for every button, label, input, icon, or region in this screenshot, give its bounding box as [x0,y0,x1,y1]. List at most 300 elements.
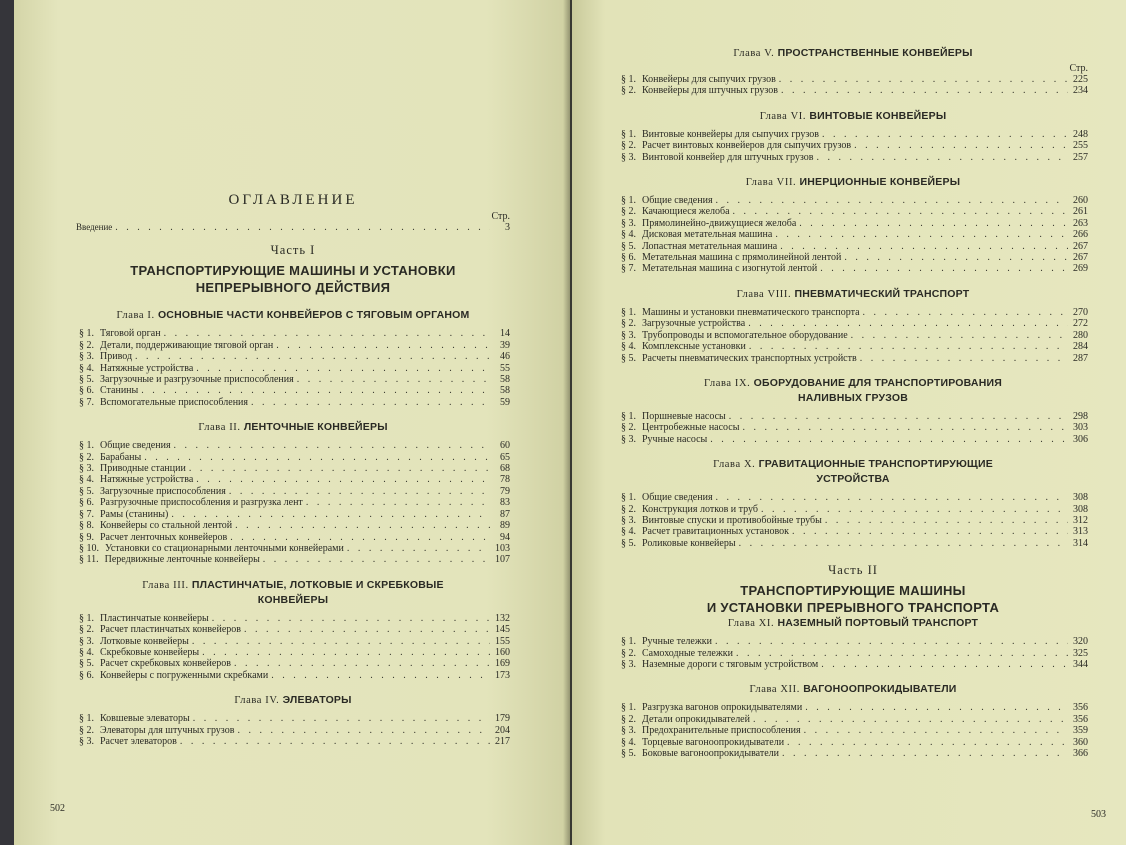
toc-entry[interactable] [76,351,510,362]
toc-entry-page: 60 [500,440,510,452]
toc-entry[interactable] [618,152,1088,163]
toc-entry-page: 173 [495,669,510,681]
toc-entry[interactable] [76,543,510,554]
section-number: § 2. [621,422,636,434]
toc-entry-page: 255 [1073,140,1088,152]
leader-dots [112,222,490,233]
toc-entry[interactable] [618,526,1088,537]
chapter-number: Глава IX. [704,377,751,389]
toc-entry-label: Разгрузочные приспособления и разгрузка лент [100,497,303,509]
toc-entry[interactable] [76,486,510,497]
toc-entry-page: 306 [1073,433,1088,445]
leader-dots [294,374,490,385]
toc-entry-label: Трубопроводы и вспомогательное оборудование [642,329,848,341]
toc-entry[interactable] [76,474,510,485]
section-number: § 3. [79,635,94,647]
toc-entry-page: 39 [500,339,510,351]
toc-entry-page: 14 [500,328,510,340]
right-page-content [618,46,1088,759]
chapter-title-cont: НАЛИВНЫХ ГРУЗОВ [797,391,909,404]
toc-entry-page: 179 [495,713,510,725]
toc-entry-label: Предохранительные приспособления [642,725,801,737]
leader-dots [189,636,490,647]
leader-dots [851,140,1068,151]
chapter-title: ПРОСТРАНСТВЕННЫЕ КОНВЕЙЕРЫ [777,47,973,59]
toc-entry-page: 287 [1073,352,1088,364]
toc-entry-page: 267 [1073,240,1088,252]
leader-dots [171,440,490,451]
section-number: § 1. [621,410,636,422]
chapter-number: Глава IV. [234,695,280,707]
chapter-number: Глава XI. [727,618,775,630]
toc-entry[interactable] [618,74,1088,85]
toc-entry-page: 132 [495,612,510,624]
toc-entry-page: 107 [495,554,510,566]
leader-dots [746,341,1068,352]
toc-entry-label: Лопастная метательная машина [642,240,778,252]
toc-entry-page: 280 [1073,329,1088,341]
toc-entry-label: Качающиеся желоба [642,206,730,218]
toc-entry-label: Пластинчатые конвейеры [100,612,209,624]
toc-entry-label: Общие сведения [642,492,713,504]
toc-entry-label: Вспомогательные приспособления [100,396,248,408]
toc-entry[interactable] [76,440,510,451]
section-number: § 4. [79,474,94,486]
section-number: § 2. [621,140,636,152]
toc-entry-page: 225 [1073,74,1088,85]
toc-entry-label: Приводные станции [100,463,186,475]
section-number: § 8. [79,520,94,532]
toc-entry[interactable] [76,713,510,724]
leader-dots [776,74,1068,85]
toc-entry[interactable] [76,328,510,339]
toc-entry-label: Винтовые конвейеры для сыпучих грузов [642,128,819,140]
leader-dots [260,554,490,565]
leader-dots [141,452,490,463]
toc-entry-page: 266 [1073,229,1088,241]
toc-entry[interactable] [76,624,510,635]
leader-dots [758,504,1068,515]
toc-entry[interactable] [618,206,1088,217]
toc-entry[interactable] [618,241,1088,252]
toc-entry-page: 270 [1073,306,1088,318]
toc-entry[interactable] [618,330,1088,341]
toc-entry[interactable] [618,504,1088,515]
leader-dots [226,486,490,497]
section-number: § 2. [79,339,94,351]
section-number: § 3. [621,433,636,445]
toc-entry-page: 94 [500,531,510,543]
toc-entry-label: Конструкция лотков и труб [642,503,758,515]
toc-entry-label: Прямолинейно-движущиеся желоба [642,217,797,229]
toc-entry[interactable] [618,434,1088,445]
toc-entry[interactable] [618,636,1088,647]
section-number: § 5. [621,352,636,364]
toc-entry-label: Введение [76,222,113,232]
leader-dots [161,328,490,339]
toc-entry-page: 284 [1073,341,1088,353]
toc-entry-label: Загрузочные устройства [642,318,746,330]
section-number: § 2. [621,713,636,725]
section-number: § 5. [79,658,94,670]
chapter-heading [76,420,510,435]
leader-dots [772,229,1068,240]
chapter-heading [76,578,510,608]
toc-entry-page: 303 [1073,422,1088,434]
toc-entry[interactable] [618,737,1088,748]
leader-dots [707,434,1068,445]
chapter-title: ГРАВИТАЦИОННЫЕ ТРАНСПОРТИРУЮЩИЕ [758,458,993,471]
toc-entry-label: Расчет скребковых конвейеров [100,658,232,670]
toc-entry[interactable] [76,397,510,408]
chapter-heading [618,46,1088,61]
part-title-line: И УСТАНОВКИ ПРЕРЫВНОГО ТРАНСПОРТА [706,600,1000,616]
toc-entry-page: 325 [1073,647,1088,659]
toc-entry-page: 356 [1073,702,1088,714]
leader-dots [733,648,1068,659]
toc-entry[interactable] [76,509,510,520]
section-number: § 2. [621,647,636,659]
section-number: § 1. [79,612,94,624]
toc-entry-label: Наземные дороги с тяговым устройством [642,658,819,670]
toc-entry-page: 263 [1073,217,1088,229]
section-number: § 3. [79,351,94,363]
toc-entry-label: Детали опрокидывателей [642,713,750,725]
section-number: § 5. [79,485,94,497]
toc-entry-label: Загрузочные и разгрузочные приспособления [100,374,294,386]
toc-entry-label: Натяжные устройства [100,474,194,486]
leader-dots [344,543,490,554]
toc-entry[interactable] [76,385,510,396]
section-number: § 2. [621,318,636,330]
toc-entry-page: 272 [1073,318,1088,330]
toc-entry[interactable] [618,229,1088,240]
section-number: § 3. [621,725,636,737]
toc-entry-page: 261 [1073,206,1088,218]
toc-entry[interactable] [618,85,1088,96]
toc-entry-label: Конвейеры с погруженными скребками [100,669,269,681]
toc-entry-page: 344 [1073,658,1088,670]
leader-dots [231,658,490,669]
toc-entry[interactable] [76,452,510,463]
section-number: § 7. [621,263,636,275]
chapter-number: Глава V. [733,48,775,59]
right-page [572,0,1126,845]
chapter-number: Глава X. [713,459,756,471]
toc-entry-label: Расчет пластинчатых конвейеров [100,624,241,636]
toc-entry[interactable] [618,341,1088,352]
left-page [14,0,570,845]
toc-entry[interactable] [618,748,1088,759]
leader-dots [193,474,490,485]
leader-dots [177,736,490,747]
toc-entry-label: Машины и установки пневматического транспорта [642,306,860,318]
toc-entry-label: Центробежные насосы [642,422,740,434]
toc-entry-label: Общие сведения [100,440,171,452]
section-number: § 1. [621,128,636,140]
section-number: § 4. [621,229,636,241]
toc-entry-page: 257 [1073,151,1088,163]
section-number: § 2. [621,85,636,97]
toc-entry-page: 46 [500,351,510,363]
toc-entry[interactable] [618,129,1088,140]
toc-entry[interactable] [618,307,1088,318]
toc-entry[interactable] [618,648,1088,659]
toc-entry[interactable] [76,647,510,658]
leader-dots [712,636,1068,647]
toc-entry-label: Привод [100,351,133,363]
leader-dots [857,353,1068,364]
leader-dots [132,351,490,362]
toc-entry[interactable] [618,263,1088,274]
toc-entry-label: Ковшевые элеваторы [100,713,190,725]
toc-entry-label: Ручные тележки [642,636,712,648]
chapter-title: ОСНОВНЫЕ ЧАСТИ КОНВЕЙЕРОВ С ТЯГОВЫМ ОРГАНОМ [157,309,470,322]
toc-entry-label: Разгрузка вагонов опрокидывателями [642,702,803,714]
leader-dots [730,206,1068,217]
leader-dots [777,241,1068,252]
chapter-number: Глава VIII. [736,288,792,300]
toc-entry[interactable] [618,702,1088,713]
toc-entry[interactable] [618,195,1088,206]
toc-entry[interactable] [76,374,510,385]
right-chapter-list-part2 [618,616,1088,759]
section-number: § 1. [621,74,636,85]
toc-entry[interactable] [76,363,510,374]
section-number: § 4. [621,736,636,748]
chapter-heading [618,175,1088,190]
section-number: § 3. [79,463,94,475]
toc-entry[interactable] [76,463,510,474]
toc-entry[interactable] [618,318,1088,329]
toc-entry-label: Скребковые конвейеры [100,646,200,658]
section-number: § 3. [79,735,94,747]
toc-entry[interactable] [618,515,1088,526]
chapter-title: ВАГОНООПРОКИДЫВАТЕЛИ [803,683,957,696]
page-number: 503 [1091,809,1106,820]
leader-dots [199,647,490,658]
section-number: § 1. [621,492,636,504]
toc-entry-page: 260 [1073,195,1088,207]
section-number: § 5. [79,374,94,386]
toc-entry-label: Расчет ленточных конвейеров [100,531,228,543]
toc-entry[interactable] [76,340,510,351]
leader-dots [268,670,490,681]
chapter-title: ВИНТОВЫЕ КОНВЕЙЕРЫ [809,109,947,122]
leader-dots [190,713,490,724]
section-number: § 1. [79,440,94,452]
section-number: § 3. [621,151,636,163]
toc-entry[interactable] [76,532,510,543]
leader-dots [848,330,1068,341]
toc-entry[interactable] [618,353,1088,364]
toc-entry-page: 269 [1073,263,1088,275]
section-number: § 1. [621,636,636,648]
toc-entry-page: 155 [495,635,510,647]
toc-entry-label: Боковые вагоноопрокидыватели [642,748,779,759]
toc-entry[interactable] [618,538,1088,549]
leader-dots [778,85,1068,96]
section-number: § 1. [621,195,636,207]
leader-dots [248,397,490,408]
toc-entry[interactable] [76,658,510,669]
leader-dots [232,520,490,531]
leader-dots [273,340,490,351]
leader-dots [138,385,490,396]
toc-entry-intro[interactable] [76,222,510,233]
leader-dots [234,725,490,736]
toc-entry-page: 79 [500,485,510,497]
toc-entry-label: Поршневые насосы [642,410,726,422]
leader-dots [736,538,1068,549]
toc-entry-page: 298 [1073,410,1088,422]
leader-dots [713,195,1068,206]
chapter-title: ОБОРУДОВАНИЕ ДЛЯ ТРАНСПОРТИРОВАНИЯ [753,376,1002,389]
toc-entry-page: 58 [500,385,510,397]
toc-entry-page: 65 [500,451,510,463]
toc-entry-page: 68 [500,463,510,475]
leader-dots [802,702,1068,713]
toc-entry[interactable] [76,497,510,508]
toc-entry[interactable] [76,613,510,624]
section-number: § 2. [79,624,94,636]
section-number: § 2. [621,206,636,218]
chapter-title-cont: УСТРОЙСТВА [816,473,890,486]
toc-entry-label: Конвейеры для сыпучих грузов [642,74,776,85]
leader-dots [860,307,1068,318]
section-number: § 11. [79,554,99,566]
toc-entry-page: 145 [495,624,510,636]
toc-entry-label: Расчет гравитационных установок [642,526,789,538]
toc-entry-label: Винтовой конвейер для штучных грузов [642,151,814,163]
toc-entry-label: Расчет винтовых конвейеров для сыпучих грузов [642,140,852,152]
toc-entry[interactable] [618,714,1088,725]
chapter-title: НАЗЕМНЫЙ ПОРТОВЫЙ ТРАНСПОРТ [777,617,979,630]
chapter-heading [618,616,1088,631]
toc-entry-page: 160 [495,646,510,658]
chapter-heading [618,287,1088,302]
toc-entry[interactable] [618,218,1088,229]
toc-entry-page: 217 [495,735,510,747]
toc-title: ОГЛАВЛЕНИЕ [228,192,358,208]
toc-entry-page: 58 [500,374,510,386]
page-column-label: Стр. [491,211,510,222]
toc-entry-label: Натяжные устройства [100,362,194,374]
chapter-number: Глава I. [116,310,155,322]
toc-entry-page: 314 [1073,537,1088,549]
chapter-title: ПНЕВМАТИЧЕСКИЙ ТРАНСПОРТ [794,287,970,300]
leader-dots [303,497,490,508]
leader-dots [789,526,1068,537]
chapter-title-cont: КОНВЕЙЕРЫ [257,593,329,606]
chapter-title: ПЛАСТИНЧАТЫЕ, ЛОТКОВЫЕ И СКРЕБКОВЫЕ [191,578,444,591]
toc-entry-page: 320 [1073,636,1088,648]
toc-entry-page: 103 [495,542,510,554]
section-number: § 6. [621,252,636,264]
left-page-content [76,192,510,747]
toc-entry-label: Комплексные установки [642,341,746,353]
chapter-title: ЛЕНТОЧНЫЕ КОНВЕЙЕРЫ [243,421,388,434]
section-number: § 10. [79,542,99,554]
toc-entry[interactable] [76,670,510,681]
section-number: § 6. [79,385,94,397]
toc-entry[interactable] [618,411,1088,422]
chapter-heading [618,376,1088,406]
toc-entry-page: 308 [1073,492,1088,504]
toc-entry-label: Детали, поддерживающие тяговой орган [100,339,274,351]
part-title-line: НЕПРЕРЫВНОГО ДЕЙСТВИЯ [195,280,391,296]
toc-entry-label: Винтовые спуски и противобойные трубы [642,514,822,526]
section-number: § 3. [621,217,636,229]
chapter-number: Глава III. [142,579,189,591]
chapter-heading [76,693,510,708]
part-title-line: ТРАНСПОРТИРУЮЩИЕ МАШИНЫ [740,583,966,599]
toc-entry-label: Барабаны [100,451,142,463]
part-title [618,582,1088,616]
toc-entry[interactable] [618,252,1088,263]
toc-entry[interactable] [76,554,510,565]
leader-dots [817,263,1068,274]
toc-entry-page: 3 [505,222,510,233]
chapter-title: ИНЕРЦИОННЫЕ КОНВЕЙЕРЫ [799,176,961,189]
leader-dots [819,129,1068,140]
toc-entry[interactable] [76,736,510,747]
toc-entry-label: Метательная машина с прямолинейной лентой [642,252,842,264]
right-chapter-list [618,46,1088,549]
leader-dots [186,463,490,474]
toc-entry[interactable] [618,659,1088,670]
section-number: § 9. [79,531,94,543]
leader-dots [739,422,1068,433]
part-label: Часть II [828,563,878,578]
toc-entry-label: Торцевые вагоноопрокидыватели [642,736,785,748]
toc-entry-page: 234 [1073,85,1088,97]
toc-entry-label: Роликовые конвейеры [642,537,736,549]
section-number: § 2. [79,724,94,736]
toc-entry-page: 356 [1073,713,1088,725]
toc-entry[interactable] [618,725,1088,736]
part-title-line: ТРАНСПОРТИРУЮЩИЕ МАШИНЫ И УСТАНОВКИ [130,263,456,279]
toc-entry[interactable] [618,422,1088,433]
toc-entry[interactable] [76,636,510,647]
section-number: § 4. [79,646,94,658]
toc-entry-page: 313 [1073,526,1088,538]
leader-dots [745,318,1068,329]
toc-entry[interactable] [76,520,510,531]
section-number: § 1. [621,306,636,318]
leader-dots [227,532,490,543]
leader-dots [784,737,1068,748]
section-number: § 7. [79,508,94,520]
toc-entry[interactable] [76,725,510,736]
toc-entry-label: Ручные насосы [642,433,708,445]
section-number: § 6. [79,497,94,509]
toc-entry-page: 248 [1073,128,1088,140]
chapter-heading [618,682,1088,697]
toc-entry-label: Лотковые конвейеры [100,635,189,647]
toc-entry[interactable] [618,140,1088,151]
section-number: § 1. [79,328,94,340]
toc-entry-label: Конвейеры для штучных грузов [642,85,778,97]
toc-entry-page: 308 [1073,503,1088,515]
leader-dots [818,659,1068,670]
toc-entry-label: Самоходные тележки [642,647,733,659]
leader-dots [841,252,1068,263]
leader-dots [168,509,490,520]
toc-entry[interactable] [618,492,1088,503]
page-column-label: Стр. [1069,63,1088,74]
toc-entry-label: Элеваторы для штучных грузов [100,724,235,736]
